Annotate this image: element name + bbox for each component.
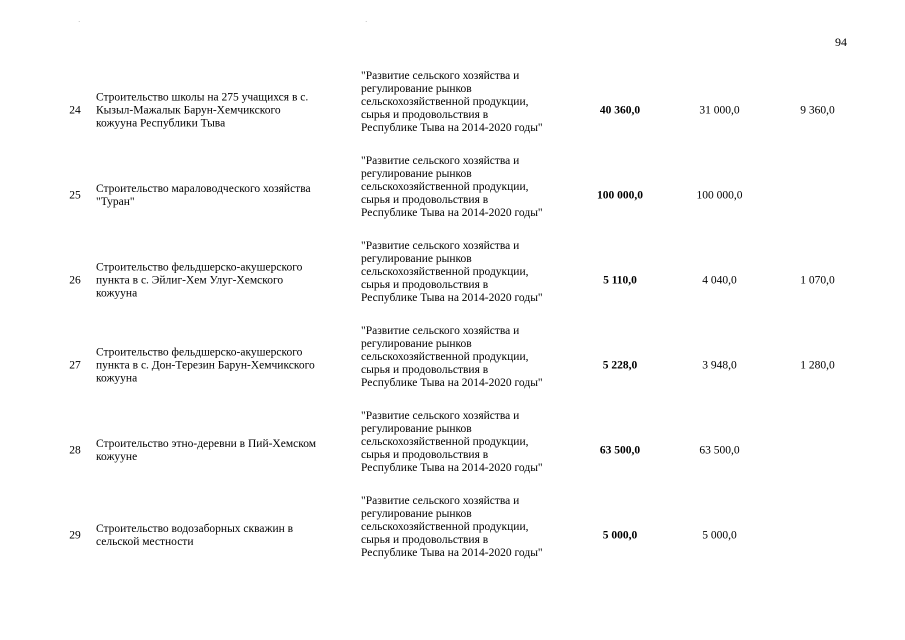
scan-marks [0,16,905,26]
project-name: Строительство фельдшерско-акушерского пункта в с. Дон-Терезин Барун-Хемчикского кожууна [96,346,315,385]
row-number: 28 [69,444,81,457]
project-name: Строительство водозаборных скважин в сельской местности [96,523,294,548]
amount-column-2: 4 040,0 [702,274,737,287]
total-amount: 5 228,0 [602,359,638,372]
row-number: 24 [69,104,81,117]
row-number: 25 [69,189,81,202]
total-amount: 5 110,0 [603,274,637,287]
scan-mark: · [78,18,81,26]
row-number: 29 [69,529,81,542]
table-row [0,240,905,322]
program-name: "Развитие сельского хозяйства и регулирование рынков сельскохозяйственной продукции, сырья и продовольствия в Республике Тыва на 2014-2020 годы" [361,410,543,474]
program-name: "Развитие сельского хозяйства и регулирование рынков сельскохозяйственной продукции, сырья и продовольствия в Республике Тыва на 2014-2020 годы" [361,70,543,134]
row-number: 27 [69,359,81,372]
table-row [0,325,905,407]
total-amount: 100 000,0 [597,189,643,202]
amount-column-3: 9 360,0 [800,104,835,117]
amount-column-2: 100 000,0 [696,189,743,202]
row-number: 26 [69,274,81,287]
table-row [0,495,905,577]
table-row [0,155,905,237]
amount-column-3: 1 070,0 [800,274,835,287]
amount-column-2: 63 500,0 [699,444,740,457]
amount-column-2: 3 948,0 [702,359,737,372]
total-amount: 63 500,0 [599,444,641,457]
project-name: Строительство мараловодческого хозяйства "Туран" [96,183,311,208]
program-name: "Развитие сельского хозяйства и регулирование рынков сельскохозяйственной продукции, сырья и продовольствия в Республике Тыва на 2014-2020 годы" [361,155,543,219]
program-name: "Развитие сельского хозяйства и регулирование рынков сельскохозяйственной продукции, сырья и продовольствия в Республике Тыва на 2014-2020 годы" [361,495,543,559]
project-name: Строительство школы на 275 учащихся в с. Кызыл-Мажалык Барун-Хемчикского кожууна Республики Тыва [96,91,309,130]
amount-column-2: 31 000,0 [699,104,740,117]
project-name: Строительство этно-деревни в Пий-Хемском кожууне [96,438,317,463]
amount-column-3: 1 280,0 [800,359,835,372]
page-number: 94 [835,35,847,49]
table-row [0,70,905,152]
project-name: Строительство фельдшерско-акушерского пункта в с. Эйлиг-Хем Улуг-Хемского кожууна [96,261,303,300]
table-row [0,410,905,492]
total-amount: 40 360,0 [599,104,641,117]
scan-mark: · [365,18,368,26]
program-name: "Развитие сельского хозяйства и регулирование рынков сельскохозяйственной продукции, сырья и продовольствия в Республике Тыва на 2014-2020 годы" [361,325,543,389]
amount-column-2: 5 000,0 [702,529,737,542]
program-name: "Развитие сельского хозяйства и регулирование рынков сельскохозяйственной продукции, сырья и продовольствия в Республике Тыва на 2014-2020 годы" [361,240,543,304]
total-amount: 5 000,0 [602,529,638,542]
